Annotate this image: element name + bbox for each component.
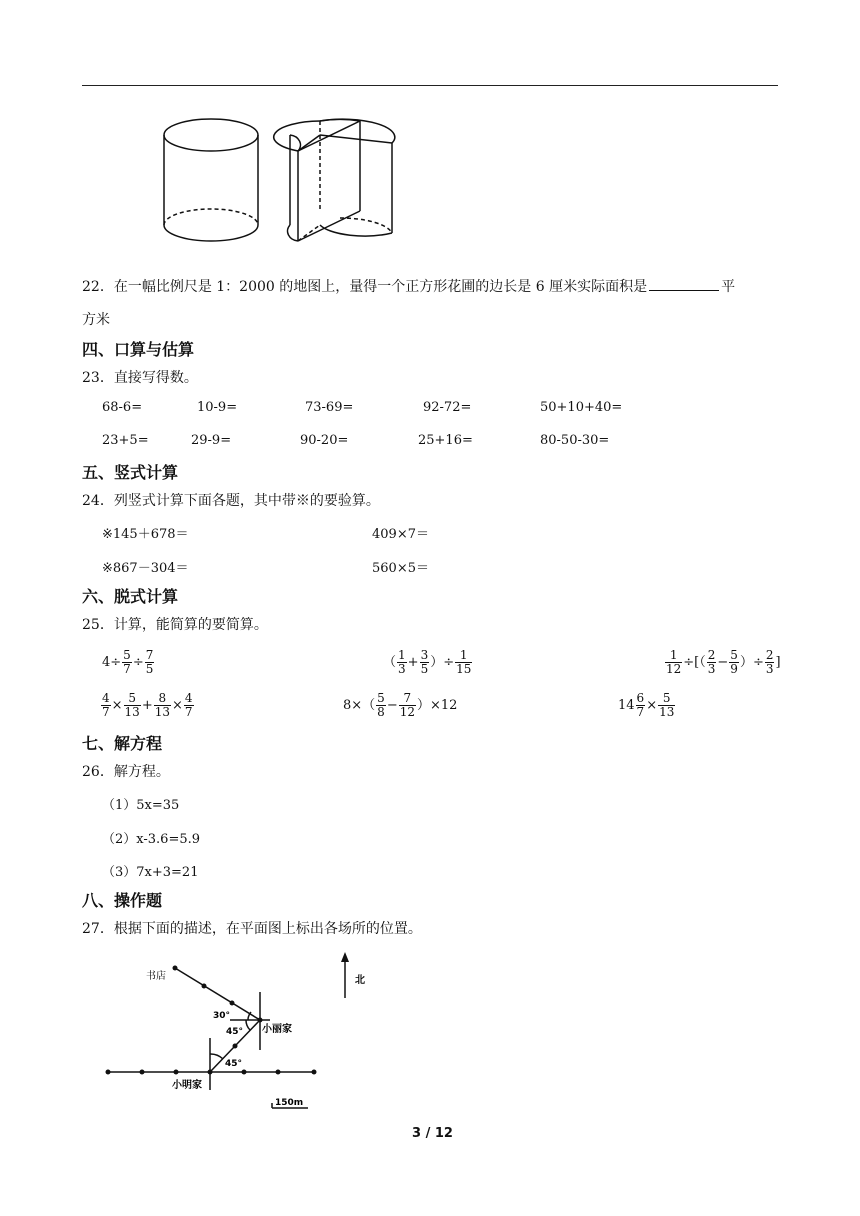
question-text: 在一幅比例尺是 1：2000 的地图上，量得一个正方形花圃的边长是 6 厘米实际面积是 <box>113 279 648 295</box>
equation-item: （3）7x+3=21 <box>102 865 199 880</box>
calc-item: 25+16= <box>418 433 473 448</box>
section-title: 六、脱式计算 <box>82 587 179 606</box>
question-number: 25． <box>82 617 114 633</box>
position-map <box>100 950 390 1120</box>
expression-3: $\frac{1}{12}$ ÷[（ $\frac{2}{3}$ − $\frac{5}{9}$ ）÷ $\frac{2}{3}$ ] <box>666 648 781 676</box>
vertical-calc-item: ※867－304＝ <box>102 561 189 576</box>
map-label-xiaoli: 小丽家 <box>262 1024 292 1035</box>
map-dot <box>208 1070 213 1075</box>
map-angle-label: 45° <box>225 1059 243 1069</box>
calc-item: 73-69= <box>305 400 354 415</box>
section-title: 四、口算与估算 <box>82 340 195 359</box>
section-title: 五、竖式计算 <box>82 463 179 482</box>
question-number: 27． <box>82 921 114 937</box>
map-dot <box>258 1018 263 1023</box>
map-label-xiaoming: 小明家 <box>172 1080 202 1091</box>
map-angle-label: 45° <box>226 1027 244 1037</box>
section-title: 七、解方程 <box>82 734 163 753</box>
question-24 <box>82 490 380 510</box>
cylinder-whole <box>164 119 258 241</box>
calc-item: 68-6= <box>102 400 143 415</box>
cylinder-figures <box>155 105 405 250</box>
calc-item: 50+10+40= <box>540 400 623 415</box>
section-title: 八、操作题 <box>82 891 163 910</box>
map-dot <box>276 1070 281 1075</box>
question-26 <box>82 761 170 781</box>
question-25 <box>82 614 268 634</box>
question-text: 直接写得数。 <box>113 370 198 386</box>
vertical-calc-item: 409×7＝ <box>372 527 429 542</box>
question-22 <box>82 276 735 296</box>
map-dot <box>230 1001 235 1006</box>
question-number: 26． <box>82 764 114 780</box>
expression-5: 8×（ $\frac{5}{8}$ − $\frac{7}{12}$ ）×12 <box>343 691 458 719</box>
map-dot <box>173 966 178 971</box>
question-text: 计算，能简算的要简算。 <box>113 617 268 633</box>
map-label-bookstore: 书店 <box>146 971 166 982</box>
map-label-north: 北 <box>355 975 365 986</box>
expression-2: （ $\frac{1}{3}$ + $\frac{3}{5}$ ）÷ $\frac{1}{15}$ <box>383 648 472 676</box>
map-dot <box>202 984 207 989</box>
map-scale-label: 150m <box>275 1098 304 1108</box>
map-dot <box>174 1070 179 1075</box>
equation-item: （1）5x=35 <box>102 798 180 813</box>
map-angle-label: 30° <box>213 1011 231 1021</box>
map-dot <box>242 1070 247 1075</box>
expression-1: 4÷ $\frac{5}{7}$ ÷ $\frac{7}{5}$ <box>102 648 154 676</box>
calc-item: 92-72= <box>423 400 472 415</box>
question-text: 根据下面的描述，在平面图上标出各场所的位置。 <box>113 921 422 937</box>
page-number: 3 / 12 <box>412 1126 453 1141</box>
calc-item: 23+5= <box>102 433 149 448</box>
question-23 <box>82 367 198 387</box>
calc-item: 90-20= <box>300 433 349 448</box>
north-arrow-icon <box>341 952 349 962</box>
answer-blank[interactable] <box>649 276 719 291</box>
calc-item: 29-9= <box>191 433 232 448</box>
map-dot <box>106 1070 111 1075</box>
equation-item: （2）x-3.6=5.9 <box>102 832 201 847</box>
calc-item: 80-50-30= <box>540 433 610 448</box>
cylinder-cut <box>274 119 395 241</box>
question-27 <box>82 918 422 938</box>
vertical-calc-item: ※145＋678＝ <box>102 527 189 542</box>
header-rule <box>82 85 778 86</box>
expression-4: $\frac{4}{7}$ × $\frac{5}{13}$ + $\frac{8}{13}$ × $\frac{4}{7}$ <box>102 691 193 719</box>
question-text-tail: 平 <box>721 279 736 295</box>
question-text: 列竖式计算下面各题，其中带※的要验算。 <box>113 493 380 509</box>
question-number: 24． <box>82 493 114 509</box>
expression-6: 14 $\frac{6}{7}$ × $\frac{5}{13}$ <box>618 691 675 719</box>
vertical-calc-item: 560×5＝ <box>372 561 429 576</box>
question-number: 22． <box>82 279 114 295</box>
question-text: 解方程。 <box>113 764 170 780</box>
map-dot <box>312 1070 317 1075</box>
map-dot <box>233 1044 238 1049</box>
question-22-wrap: 方米 <box>82 312 110 328</box>
question-number: 23． <box>82 370 114 386</box>
calc-item: 10-9= <box>197 400 238 415</box>
map-dot <box>140 1070 145 1075</box>
